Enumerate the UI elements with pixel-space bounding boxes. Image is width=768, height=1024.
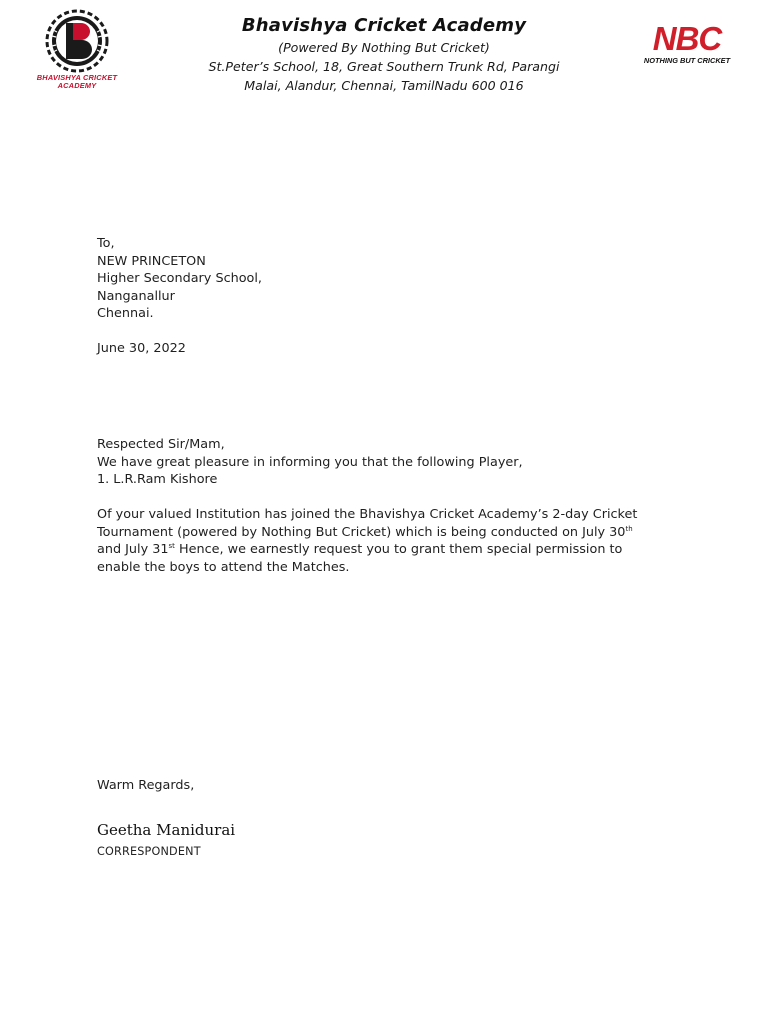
paragraph-line-3-start: and July 31 [97, 542, 169, 557]
paragraph-line-1: Of your valued Institution has joined the Bhavishya Cricket Academy’s 2-day Cricket [97, 507, 638, 522]
signatory-designation: CORRESPONDENT [97, 845, 201, 858]
paragraph-line-3 [97, 541, 637, 559]
academy-title: Bhavishya Cricket Academy [241, 15, 527, 36]
cricket-ball-logo-icon [34, 8, 120, 76]
ordinal-suffix-st: st [168, 542, 175, 550]
salutation-block [97, 436, 523, 489]
intro-line: We have great pleasure in informing you that the following Player, [97, 454, 523, 470]
paragraph-line-3-end: Hence, we earnestly request you to grant them special permission to [174, 542, 623, 557]
body-paragraph [97, 506, 637, 576]
recipient-line-4: Chennai. [97, 306, 154, 321]
academy-logo-caption-line2: ACADEMY [57, 81, 97, 90]
academy-logo-caption [34, 74, 120, 90]
paragraph-line-4: enable the boys to attend the Matches. [97, 559, 350, 575]
address-line-2: Malai, Alandur, Chennai, TamilNadu 600 016 [244, 78, 524, 93]
recipient-line-2: Higher Secondary School, [97, 271, 263, 286]
letterhead [190, 14, 578, 95]
recipient-to: To, [97, 236, 115, 251]
address-line-1: St.Peter’s School, 18, Great Southern Trunk Rd, Parangi [208, 59, 560, 74]
nbc-logo [639, 22, 735, 72]
recipient-address [97, 235, 262, 323]
recipient-line-1: NEW PRINCETON [97, 253, 206, 269]
paragraph-line-2-text: Tournament (powered by Nothing But Cricket) which is being conducted on July 30 [97, 524, 626, 540]
signatory-name: Geetha Manidurai [97, 821, 236, 839]
nbc-logo-mark: NBC [652, 20, 722, 57]
salutation: Respected Sir/Mam, [97, 437, 225, 452]
paragraph-line-2 [97, 524, 637, 542]
ordinal-suffix-th: th [625, 524, 633, 533]
letter-date: June 30, 2022 [97, 341, 186, 356]
academy-logo [34, 8, 120, 96]
closing: Warm Regards, [97, 778, 195, 793]
player-item: 1. L.R.Ram Kishore [97, 472, 218, 487]
academy-logo-caption-line1: BHAVISHYA CRICKET [36, 73, 118, 82]
powered-by-line: (Powered By Nothing But Cricket) [278, 40, 490, 55]
recipient-line-3: Nanganallur [97, 288, 175, 304]
nbc-logo-caption: NOTHING BUT CRICKET [643, 56, 731, 65]
